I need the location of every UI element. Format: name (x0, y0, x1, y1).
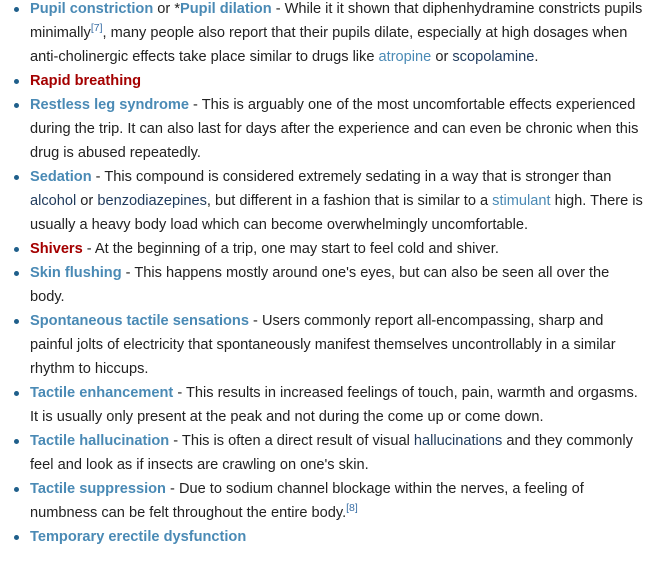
list-item-restless-leg (30, 93, 646, 165)
link-benzodiazepines[interactable]: benzodiazepines (97, 193, 207, 209)
link-atropine[interactable]: atropine (378, 49, 432, 65)
citation (346, 502, 358, 514)
static-text: high. There is usually a heavy body load which can become overwhelmingly uncomfortable. (30, 193, 643, 233)
static-text: - This compound is considered extremely sedating in a way that is stronger than (91, 169, 612, 185)
bullet-icon (14, 535, 19, 540)
link-pupil-dilation[interactable]: Pupil dilation (180, 1, 272, 17)
static-text: , but different in a fashion that is similar to a (206, 193, 493, 209)
static-text: - This happens mostly around one's eyes, but can also be seen all over the body. (30, 265, 610, 305)
static-text: - While it it shown that diphenhydramine constricts pupils minimally (30, 1, 643, 41)
bullet-icon (14, 175, 19, 180)
bullet-icon (14, 7, 19, 12)
link-restless-leg-syndrome[interactable]: Restless leg syndrome (30, 97, 189, 113)
link-temporary-erectile-dysfunction[interactable]: Temporary erectile dysfunction (30, 529, 247, 545)
link-scopolamine[interactable]: scopolamine (452, 49, 535, 65)
static-text: - Users commonly report all-encompassing, sharp and painful jolts of electricity that spontaneously manifest themselves uncontrollably in a similar rhythm to hiccups. (30, 313, 616, 377)
static-text: or (76, 193, 98, 209)
static-text: . (534, 49, 539, 65)
link-stimulant[interactable]: stimulant (492, 193, 551, 209)
list-item-skin-flushing (30, 261, 646, 309)
link-alcohol[interactable]: alcohol (30, 193, 77, 209)
link-shivers[interactable]: Shivers (30, 241, 83, 257)
citation-link-7[interactable]: [7] (90, 22, 103, 35)
citation-link-8[interactable]: [8] (346, 502, 358, 515)
list-item-shivers (30, 237, 646, 261)
link-tactile-suppression[interactable]: Tactile suppression (30, 481, 166, 497)
link-hallucinations[interactable]: hallucinations (413, 433, 503, 449)
link-tactile-enhancement[interactable]: Tactile enhancement (30, 385, 174, 401)
static-text: or * (153, 1, 181, 17)
link-skin-flushing[interactable]: Skin flushing (30, 265, 122, 281)
list-item-spontaneous-tactile (30, 309, 646, 381)
bullet-icon (14, 319, 19, 324)
list-item-pupil (30, 0, 646, 69)
static-text: - This is often a direct result of visual (169, 433, 414, 449)
static-text: or (431, 49, 453, 65)
bullet-icon (14, 439, 19, 444)
link-pupil-constriction[interactable]: Pupil constriction (30, 1, 154, 17)
link-spontaneous-tactile-sensations[interactable]: Spontaneous tactile sensations (30, 313, 249, 329)
list-item-erectile-dysfunction (30, 525, 646, 549)
list-item-tactile-hallucination (30, 429, 646, 477)
list-item-rapid-breathing (30, 69, 646, 93)
list-item-tactile-enhancement (30, 381, 646, 429)
list-item-tactile-suppression (30, 477, 646, 525)
link-sedation[interactable]: Sedation (30, 169, 92, 185)
bullet-icon (14, 391, 19, 396)
bullet-icon (14, 247, 19, 252)
bullet-icon (14, 487, 19, 492)
static-text: - At the beginning of a trip, one may start to feel cold and shiver. (82, 241, 499, 257)
link-rapid-breathing[interactable]: Rapid breathing (30, 73, 142, 89)
static-text: , many people also report that their pupils dilate, especially at high dosages when anti-cholinergic effects take place similar to drugs like (30, 25, 628, 65)
list-item-sedation (30, 165, 646, 237)
citation (91, 22, 103, 34)
bullet-icon (14, 271, 19, 276)
link-tactile-hallucination[interactable]: Tactile hallucination (30, 433, 170, 449)
static-text: - This is arguably one of the most uncomfortable effects experienced during the trip. It can also last for days after the experience and can even be chronic when this drug is abused repeatedly. (30, 97, 639, 161)
bullet-icon (14, 103, 19, 108)
static-text: - This results in increased feelings of touch, pain, warmth and orgasms. It is usually only present at the peak and not during the come up or come down. (30, 385, 638, 425)
static-text: - Due to sodium channel blockage within the nerves, a feeling of numbness can be felt throughout the entire body. (30, 481, 584, 521)
static-text: and they commonly feel and look as if insects are crawling on one's skin. (30, 433, 633, 473)
bullet-icon (14, 79, 19, 84)
